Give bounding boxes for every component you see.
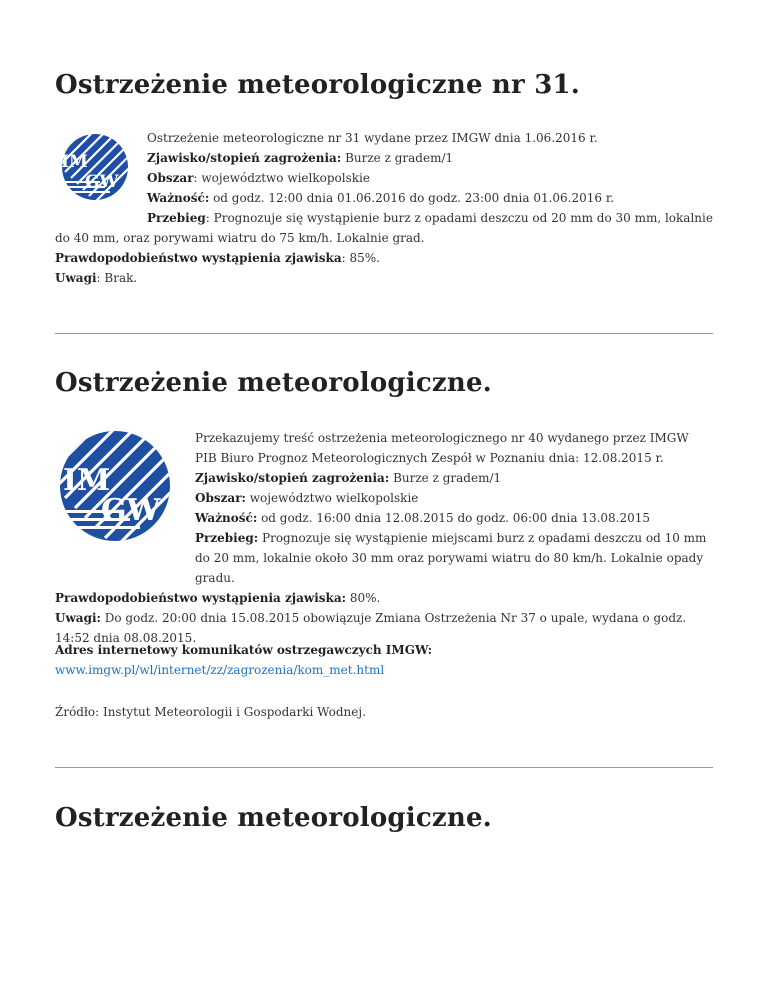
warning-body-2 bbox=[55, 428, 713, 648]
logo-text-top: IM bbox=[61, 152, 88, 172]
notes-line-2: Uwagi: Do godz. 20:00 dnia 15.08.2015 obowiązuje Zmiana Ostrzeżenia Nr 37 o upale, wydana o godz. 14:52 dnia 08.08.2015. bbox=[55, 611, 687, 645]
divider-2 bbox=[55, 767, 713, 768]
warning-title-1: Ostrzeżenie meteorologiczne nr 31. bbox=[55, 70, 581, 100]
probability-line-2: Prawdopodobieństwo wystąpienia zjawiska: 80%. bbox=[55, 591, 381, 605]
intro-line-2: Przekazujemy treść ostrzeżenia meteorologicznego nr 40 wydanego przez IMGW PIB Biuro Prognoz Meteorologicznych Zespół w Poznaniu dnia: 12.08.2015 r. bbox=[195, 431, 689, 465]
source-line: Źródło: Instytut Meteorologii i Gospodarki Wodnej. bbox=[55, 705, 366, 719]
phenomenon-line-2: Zjawisko/stopień zagrożenia: Burze z gradem/1 bbox=[195, 471, 502, 485]
address-link[interactable]: www.imgw.pl/wl/internet/zz/zagrozenia/kom_met.html bbox=[55, 663, 385, 677]
logo-large-text-bottom: GW bbox=[101, 493, 161, 528]
logo-text-bottom: GW bbox=[85, 172, 119, 192]
imgw-logo bbox=[55, 132, 133, 202]
intro-line-1: Ostrzeżenie meteorologiczne nr 31 wydane przez IMGW dnia 1.06.2016 r. bbox=[147, 131, 598, 145]
warning-title-2: Ostrzeżenie meteorologiczne. bbox=[55, 368, 492, 398]
address-link-line bbox=[55, 660, 713, 680]
logo-large-text-top: IM bbox=[63, 463, 111, 498]
validity-line-2: Ważność: od godz. 16:00 dnia 12.08.2015 do godz. 06:00 dnia 13.08.2015 bbox=[195, 511, 651, 525]
warning-body-1 bbox=[55, 128, 713, 288]
area-line-1: Obszar: województwo wielkopolskie bbox=[147, 171, 370, 185]
notes-line-1: Uwagi: Brak. bbox=[55, 271, 138, 285]
address-label: Adres internetowy komunikatów ostrzegawczych IMGW: bbox=[55, 643, 433, 657]
course-line-2: Przebieg: Prognozuje się wystąpienie miejscami burz z opadami deszczu od 10 mm do 20 mm, lokalnie około 30 mm oraz porywami wiatru do 80 km/h. Lokalnie opady gradu. bbox=[195, 531, 707, 585]
warning-title-3: Ostrzeżenie meteorologiczne. bbox=[55, 803, 492, 833]
divider-1 bbox=[55, 333, 713, 334]
validity-line-1: Ważność: od godz. 12:00 dnia 01.06.2016 do godz. 23:00 dnia 01.06.2016 r. bbox=[147, 191, 615, 205]
probability-line-1: Prawdopodobieństwo wystąpienia zjawiska: 85%. bbox=[55, 251, 380, 265]
imgw-logo-large bbox=[55, 428, 183, 553]
area-line-2: Obszar: województwo wielkopolskie bbox=[195, 491, 419, 505]
phenomenon-line-1: Zjawisko/stopień zagrożenia: Burze z gradem/1 bbox=[147, 151, 454, 165]
course-line-1: Przebieg: Prognozuje się wystąpienie burz z opadami deszczu od 20 mm do 30 mm, lokalnie do 40 mm, oraz porywami wiatru do 75 km/h. Lokalnie grad. bbox=[55, 211, 713, 245]
